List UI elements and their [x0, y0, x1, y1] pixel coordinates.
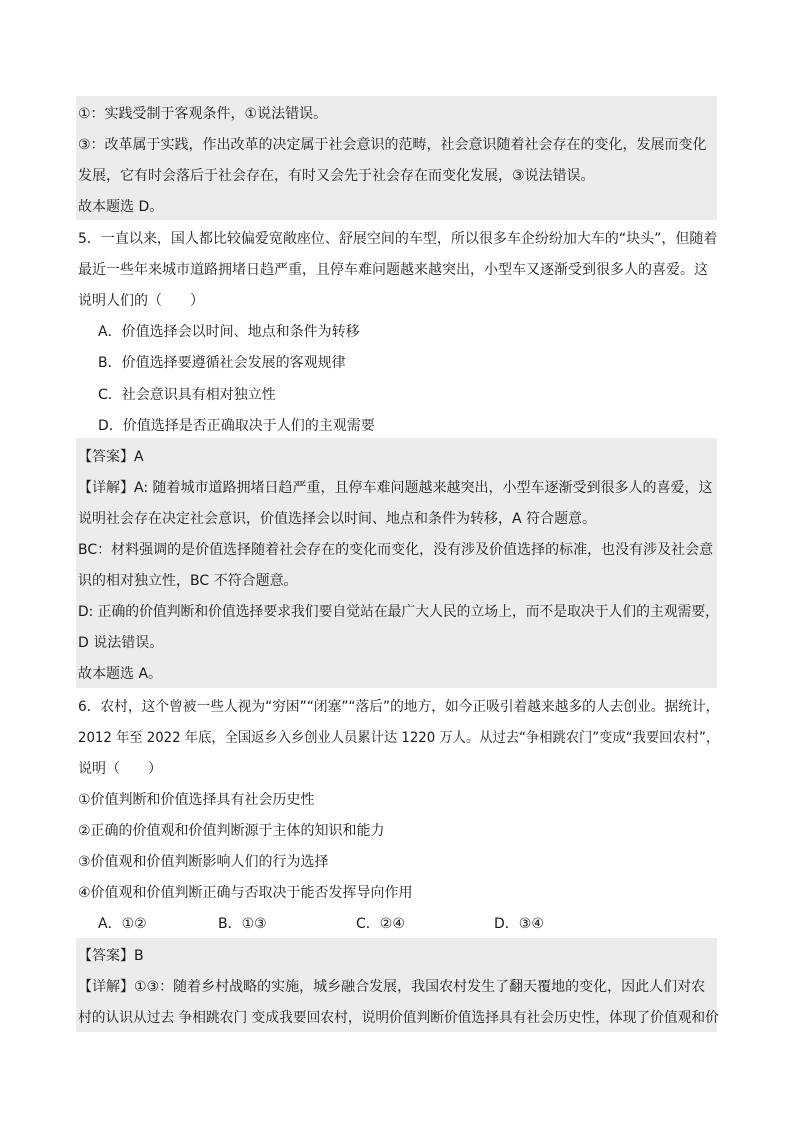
- q5-stem-line: 说明人们的（ ）: [78, 293, 204, 309]
- q6-detail-line: 【详解】①③：随着乡村战略的实施，城乡融合发展，我国农村发生了翻天覆地的变化，因此人们对农: [78, 979, 706, 995]
- q5-conclusion: 故本题选 A。: [78, 666, 163, 682]
- q6-stem-line: 2012 年至 2022 年底，全国返乡入乡创业人员累计达 1220 万人。从过去“争相跳农门”变成“我要回农村”，: [78, 730, 720, 746]
- q5-option-a: A．价值选择会以时间、地点和条件为转移: [98, 324, 360, 340]
- prev-conclusion: 故本题选 D。: [78, 199, 164, 215]
- q5-detail-line: BC：材料强调的是价值选择随着社会存在的变化而变化，没有涉及价值选择的标准，也没有涉及社会意: [78, 542, 714, 558]
- q5-option-b: B．价值选择要遵循社会发展的客观规律: [98, 355, 346, 371]
- q6-choice-d: D．③④: [494, 916, 544, 932]
- q6-stem-line: 6．农村，这个曾被一些人视为“穷困”“闭塞”“落后”的地方，如今正吸引着越来越多的人去创业。据统计，: [78, 699, 720, 715]
- q5-detail-line: D 说法错误。: [78, 635, 164, 651]
- q5-option-d: D．价值选择是否正确取决于人们的主观需要: [98, 418, 375, 434]
- q6-choice-b: B．①③: [218, 916, 267, 932]
- q6-statement-3: ③价值观和价值判断影响人们的行为选择: [78, 854, 329, 870]
- q6-answer: 【答案】B: [78, 948, 144, 964]
- prev-analysis-line: 发展，它有时会落后于社会存在，有时又会先于社会存在而变化发展，③说法错误。: [78, 168, 595, 184]
- q5-detail-line: D: 正确的价值判断和价值选择要求我们要自觉站在最广大人民的立场上，而不是取决于人们的主观需要，: [78, 604, 719, 620]
- q6-statement-1: ①价值判断和价值选择具有社会历史性: [78, 792, 315, 808]
- q6-stem-line: 说明（ ）: [78, 761, 162, 777]
- q6-statement-4: ④价值观和价值判断正确与否取决于能否发挥导向作用: [78, 885, 413, 901]
- q5-answer: 【答案】A: [78, 449, 144, 465]
- q6-detail-line: 村的认识从过去 争相跳农门 变成我要回农村，说明价值判断价值选择具有社会历史性，体现了价值观和价: [78, 1010, 719, 1026]
- q6-statement-2: ②正确的价值观和价值判断源于主体的知识和能力: [78, 823, 385, 839]
- q5-detail-line: 【详解】A: 随着城市道路拥堵日趋严重，且停车难问题越来越突出，小型车逐渐受到很多人的喜爱，这: [78, 480, 713, 496]
- prev-analysis-line: ③：改革属于实践，作出改革的决定属于社会意识的范畴，社会意识随着社会存在的变化，发展而变化: [78, 137, 707, 153]
- q6-choice-a: A．①②: [98, 916, 147, 932]
- q6-choice-c: C．②④: [356, 916, 405, 932]
- q5-stem-line: 最近一些年来城市道路拥堵日趋严重，且停车难问题越来越突出，小型车又逐渐受到很多人的喜爱。这: [78, 262, 708, 278]
- prev-analysis-line: ①：实践受制于客观条件，①说法错误。: [78, 106, 328, 122]
- q5-option-c: C．社会意识具有相对独立性: [98, 387, 276, 403]
- q5-detail-line: 说明社会存在决定社会意识，价值选择会以时间、地点和条件为转移，A 符合题意。: [78, 511, 597, 527]
- q5-detail-line: 识的相对独立性，BC 不符合题意。: [78, 573, 298, 589]
- q5-stem-line: 5．一直以来，国人都比较偏爱宽敞座位、舒展空间的车型，所以很多车企纷纷加大车的“块头”，但随着: [78, 231, 718, 247]
